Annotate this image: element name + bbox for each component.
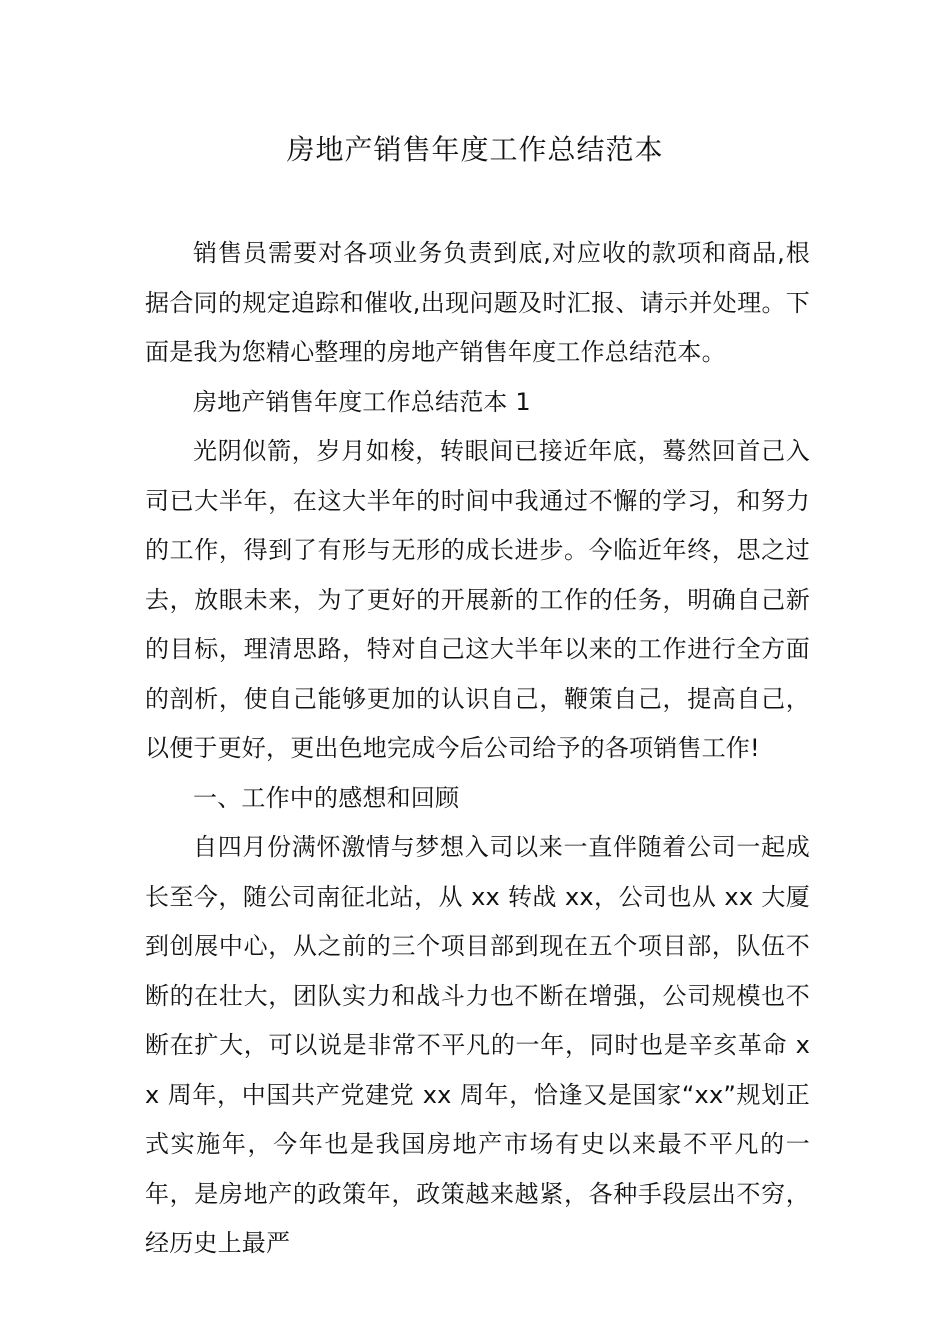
body-paragraph: 自四月份满怀激情与梦想入司以来一直伴随着公司一起成长至今，随公司南征北站，从 xx 转战 xx，公司也从 xx 大厦到创展中心，从之前的三个项目部到现在五个项目部，队伍不断的在壮大，团队实力和战斗力也不断在增强，公司规模也不断在扩大，可以说是非常不平凡的一年，同时也是辛亥革命 xx 周年，中国共产党建党 xx 周年，恰逢又是国家“xx”规划正式实施年，今年也是我国房地产市场有史以来最不平凡的一年，是房地产的政策年，政策越来越紧，各种手段层出不穷，经历史上最严 (145, 833, 810, 1257)
section-heading-reflection: 一、工作中的感想和回顾 (193, 783, 460, 812)
body-paragraph: 光阴似箭，岁月如梭，转眼间已接近年底，蓦然回首己入司已大半年，在这大半年的时间中我通过不懈的学习，和努力的工作，得到了有形与无形的成长进步。今临近年终，思之过去，放眼未来，为了更好的开展新的工作的任务，明确自己新的目标，理清思路，特对自己这大半年以来的工作进行全方面的剖析，使自己能够更加的认识自己，鞭策自己，提高自己，以便于更好，更出色地完成今后公司给予的各项销售工作! (145, 437, 810, 762)
section-heading-sample-1: 房地产销售年度工作总结范本 1 (193, 387, 531, 416)
document-body (145, 229, 810, 1269)
intro-paragraph: 销售员需要对各项业务负责到底,对应收的款项和商品,根据合同的规定追踪和催收,出现问题及时汇报、请示并处理。下面是我为您精心整理的房地产销售年度工作总结范本。 (145, 239, 810, 366)
document-title: 房地产销售年度工作总结范本 (286, 133, 664, 166)
